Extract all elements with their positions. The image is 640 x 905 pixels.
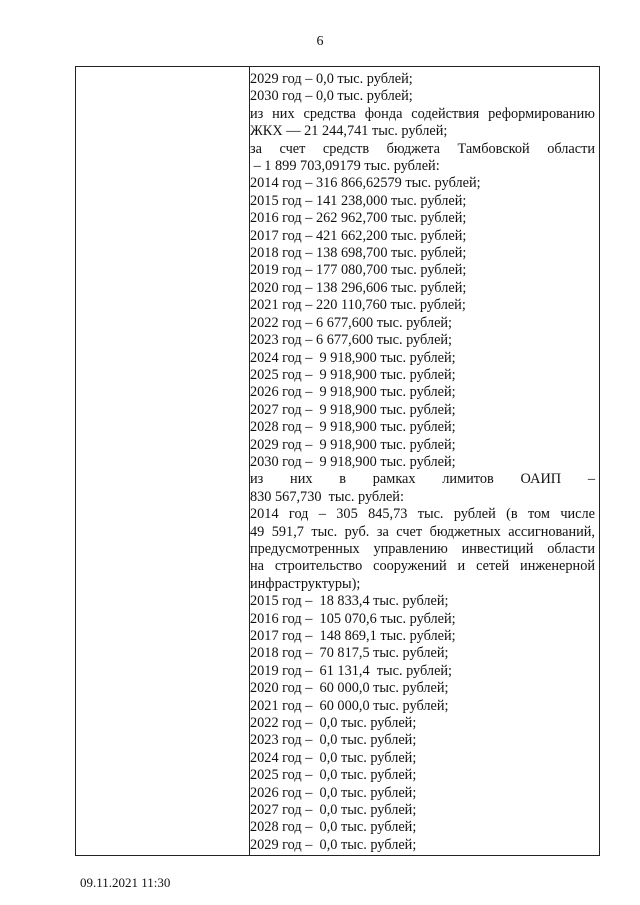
text-line: 2016 год – 105 070,6 тыс. рублей;	[250, 610, 456, 627]
financing-table	[75, 66, 600, 856]
text-line: 2014 год – 305 845,73 тыс. рублей (в том числе	[250, 506, 595, 523]
text-line: 49 591,7 тыс. руб. за счет бюджетных ассигнований,	[250, 523, 595, 540]
text-line: 830 567,730 тыс. рублей:	[250, 488, 404, 505]
text-line: инфраструктуры);	[250, 575, 361, 592]
text-line: 2024 год – 9 918,900 тыс. рублей;	[250, 349, 456, 366]
text-line: 2018 год – 138 698,700 тыс. рублей;	[250, 245, 467, 262]
text-line: предусмотренных управлению инвестиций области	[250, 540, 595, 557]
text-line: 2016 год – 262 962,700 тыс. рублей;	[250, 210, 467, 227]
text-line: 2014 год – 316 866,62579 тыс. рублей;	[250, 175, 481, 192]
text-line: 2022 год – 0,0 тыс. рублей;	[250, 715, 417, 732]
text-line: 2023 год – 6 677,600 тыс. рублей;	[250, 332, 453, 349]
text-line: 2027 год – 0,0 тыс. рублей;	[250, 802, 417, 819]
text-line: 2026 год – 0,0 тыс. рублей;	[250, 784, 417, 801]
text-line: 2015 год – 18 833,4 тыс. рублей;	[250, 593, 449, 610]
text-line: 2024 год – 0,0 тыс. рублей;	[250, 749, 417, 766]
text-line: из них в рамках лимитов ОАИП –	[250, 471, 595, 488]
text-line: 2017 год – 421 662,200 тыс. рублей;	[250, 227, 467, 244]
text-line: 2025 год – 9 918,900 тыс. рублей;	[250, 366, 456, 383]
text-line: – 1 899 703,09179 тыс. рублей:	[250, 158, 440, 175]
text-line: 2015 год – 141 238,000 тыс. рублей;	[250, 192, 467, 209]
text-line: 2021 год – 220 110,760 тыс. рублей;	[250, 297, 466, 314]
text-line: 2026 год – 9 918,900 тыс. рублей;	[250, 384, 456, 401]
text-line: 2029 год – 0,0 тыс. рублей;	[250, 836, 417, 853]
text-line: 2028 год – 9 918,900 тыс. рублей;	[250, 419, 456, 436]
table-left-column	[76, 67, 250, 855]
text-line: 2021 год – 60 000,0 тыс. рублей;	[250, 697, 449, 714]
text-line: 2020 год – 138 296,606 тыс. рублей;	[250, 279, 467, 296]
text-line: на строительство сооружений и сетей инженерной	[250, 558, 595, 575]
text-line: 2027 год – 9 918,900 тыс. рублей;	[250, 401, 456, 418]
print-timestamp: 09.11.2021 11:30	[80, 875, 171, 890]
text-line: 2029 год – 9 918,900 тыс. рублей;	[250, 436, 456, 453]
text-line: за счет средств бюджета Тамбовской области	[250, 140, 595, 157]
text-line: 2019 год – 61 131,4 тыс. рублей;	[250, 662, 453, 679]
text-line: 2029 год – 0,0 тыс. рублей;	[250, 71, 413, 87]
text-line: ЖКХ — 21 244,741 тыс. рублей;	[250, 123, 448, 140]
text-line: 2030 год – 9 918,900 тыс. рублей;	[250, 453, 456, 470]
text-line: 2025 год – 0,0 тыс. рублей;	[250, 767, 417, 784]
text-line: 2028 год – 0,0 тыс. рублей;	[250, 819, 417, 836]
table-right-column	[250, 71, 595, 854]
text-line: 2020 год – 60 000,0 тыс. рублей;	[250, 680, 449, 697]
text-line: 2022 год – 6 677,600 тыс. рублей;	[250, 314, 453, 331]
text-line: 2030 год – 0,0 тыс. рублей;	[250, 88, 413, 105]
text-line: из них средства фонда содействия реформированию	[250, 105, 595, 122]
text-line: 2017 год – 148 869,1 тыс. рублей;	[250, 628, 456, 644]
text-line: 2018 год – 70 817,5 тыс. рублей;	[250, 645, 449, 662]
text-line: 2023 год – 0,0 тыс. рублей;	[250, 732, 417, 749]
text-line: 2019 год – 177 080,700 тыс. рублей;	[250, 262, 467, 279]
page-number: 6	[316, 34, 324, 49]
